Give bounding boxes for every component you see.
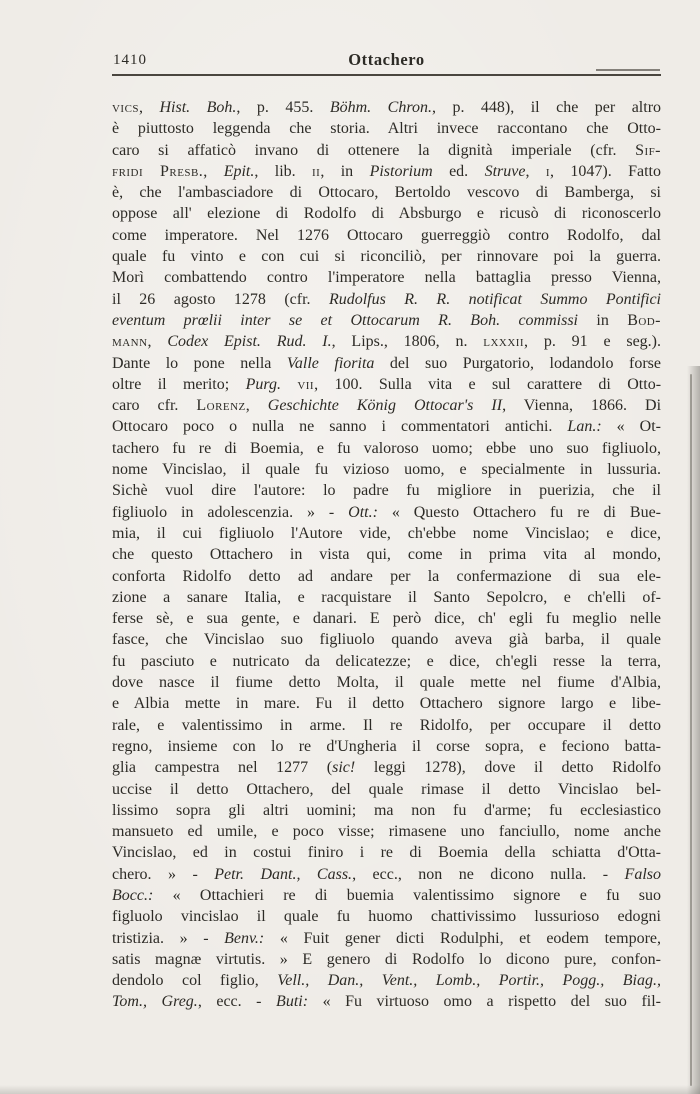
text-line <box>112 651 661 672</box>
text-line <box>112 821 661 842</box>
text-line <box>112 182 661 203</box>
text-segment: mia, il cui figliuolo l'Autore vide, ch'ebbe nome Vincislao; e dice, <box>112 524 661 542</box>
text-line <box>112 885 661 906</box>
text-segment: rale, e valentissimo in arme. Il re Ridolfo, per occupare il detto <box>112 716 661 734</box>
text-segment: oltre il merito; <box>112 375 246 393</box>
page-edge-line <box>690 374 692 1086</box>
text-segment: vii <box>297 375 315 393</box>
text-segment: Dante lo pone nella <box>112 354 287 372</box>
text-segment: il 26 agosto 1278 (cfr. <box>112 290 329 308</box>
text-line <box>112 416 661 437</box>
running-title: Ottachero <box>348 50 425 69</box>
text-segment: , in <box>320 162 370 180</box>
text-segment: Vell., Dan., Vent., Lomb., Portir., Pogg., Biag., <box>277 972 661 990</box>
text-segment: Rudolfus R. R. notificat Summo Pontifici <box>328 290 661 308</box>
text-segment <box>281 376 297 393</box>
text-segment: uccise il detto Ottachero, del quale rimase il detto Vincislao bel- <box>112 780 661 798</box>
text-segment: , <box>203 162 224 180</box>
text-segment: Ott.: <box>348 503 378 521</box>
text-line <box>112 374 661 395</box>
text-line <box>112 395 661 416</box>
text-line <box>112 949 661 970</box>
text-segment: conforta Ridolfo detto ad andare per la confermazione di sua ele- <box>112 567 661 585</box>
text-segment: Sif- <box>635 141 661 159</box>
text-segment: , lib. <box>254 162 313 180</box>
text-line <box>112 736 661 757</box>
text-line <box>112 161 661 182</box>
text-segment: figliuolo in adolescenzia. » - <box>112 503 349 521</box>
text-line <box>112 140 661 161</box>
text-line <box>112 970 661 991</box>
text-segment: zione a sanare Italia, e racquistare il Santo Sepolcro, e ch'elli of- <box>112 588 661 606</box>
text-segment: del suo Purgatorio, lodandolo forse <box>374 354 662 372</box>
text-segment: Ottocaro poco o nulla ne sanno i commentatori antichi. <box>112 418 568 436</box>
text-segment: Codex Epist. Rud. I. <box>167 333 332 351</box>
text-line <box>112 331 661 352</box>
text-line <box>112 438 661 459</box>
text-segment: leggi 1278), dove il detto Ridolfo <box>355 759 661 777</box>
text-line <box>112 672 661 693</box>
text-segment: ii <box>312 162 321 180</box>
text-line <box>112 310 661 331</box>
text-line <box>112 842 661 863</box>
text-segment: Buti: <box>276 993 309 1011</box>
text-segment: in <box>578 311 628 329</box>
text-segment: ferse sè, e sua gente, e danari. E però dice, ch' egli fu meglio nelle <box>112 610 661 628</box>
text-segment: « Ottachieri re di buemia valentissimo signore e fu suo <box>153 886 661 904</box>
body-text <box>112 97 661 1013</box>
text-line <box>112 289 661 310</box>
text-line <box>112 267 661 288</box>
text-segment: sic! <box>332 759 356 777</box>
text-segment: Sichè vuol dire l'autore: lo padre fu migliore in puerizia, che il <box>112 482 661 500</box>
text-segment: come imperatore. Nel 1276 Ottocaro guerreggiò contro Rodolfo, dal <box>112 226 661 244</box>
text-line <box>112 629 661 650</box>
text-segment: , <box>147 333 168 351</box>
text-line <box>112 991 661 1012</box>
text-segment: , Vienna, 1866. Di <box>502 397 662 415</box>
text-segment: Purg. <box>245 375 281 393</box>
text-line <box>112 97 661 118</box>
text-segment: figluolo vincislao il quale fu huomo chattivissimo lussurioso edogni <box>112 908 661 926</box>
text-line <box>112 502 661 523</box>
text-segment: , <box>245 397 268 415</box>
text-segment: dove nasce il fiume detto Molta, il quale mette nel fiume d'Albia, <box>112 674 661 692</box>
text-segment: lissimo sopra gli altri uomini; ma non fu d'arme; fu ecclesiastico <box>112 801 661 819</box>
text-segment: e Albia mette in mare. Fu il detto Ottachero signore largo e libe- <box>112 695 661 713</box>
text-line <box>112 800 661 821</box>
text-segment: dendolo col figlio, <box>112 972 278 990</box>
text-segment: , p. 91 e seg.). <box>524 333 662 351</box>
text-segment: Falso <box>624 865 661 883</box>
text-segment: fridi Presb. <box>112 162 204 180</box>
text-segment: oppose all' elezione di Rodolfo di Absburgo e ricusò di riconoscerlo <box>112 205 661 223</box>
text-segment: Pistorium <box>369 162 433 180</box>
text-line <box>112 566 661 587</box>
text-segment: , p. 455. <box>236 99 330 116</box>
text-line <box>112 906 661 927</box>
text-segment: caro cfr. <box>112 397 197 415</box>
text-segment: tachero fu re di Boemia, e fu valoroso uomo; ebbe uno suo figliuolo, <box>112 439 661 457</box>
text-segment: eventum prœlii inter se et Ottocarum R. Boh. commissi <box>112 311 578 329</box>
text-line <box>112 480 661 501</box>
text-segment: Tom., Greg. <box>112 993 198 1011</box>
text-segment: , <box>138 99 160 116</box>
header-rule-artifact <box>596 69 660 71</box>
text-segment: Bocc.: <box>112 886 154 904</box>
text-line <box>112 523 661 544</box>
text-line <box>112 928 661 949</box>
text-segment: mansueto ed umile, e poco visse; rimasene uno fanciullo, nome anche <box>112 823 661 841</box>
text-line <box>112 353 661 374</box>
page-edge-shadow-right <box>687 366 700 1094</box>
text-line <box>112 246 661 267</box>
text-line <box>112 864 661 885</box>
text-segment: Valle fiorita <box>286 354 375 372</box>
text-segment: « Ot- <box>601 418 662 436</box>
text-segment: tristizia. » - <box>112 929 225 947</box>
text-segment: Lorenz <box>196 397 246 415</box>
text-segment: satis magnæ virtutis. » E genero di Rodolfo lo dicono pure, confon- <box>112 950 661 968</box>
text-segment: è, che l'ambasciadore di Ottocaro, Bertoldo vescovo di Bamberga, si <box>112 184 661 202</box>
text-segment: Hist. Boh. <box>159 99 237 116</box>
text-segment: Benv.: <box>224 929 265 947</box>
text-segment: Lan.: <box>567 418 602 436</box>
text-segment: regno, insieme con lo re d'Ungheria il corse sopra, e feciono batta- <box>112 737 661 755</box>
text-line <box>112 779 661 800</box>
text-segment: nome Vincislao, il quale fu vizioso uomo, e specialmente in lussuria. <box>112 461 661 479</box>
text-segment: , ecc., non ne dicono nulla. - <box>352 865 625 883</box>
text-line <box>112 587 661 608</box>
page-edge-shadow-bottom <box>0 1085 700 1094</box>
text-segment: Vincislao, ed in costui finiro i re di Boemia della schiatta d'Otta- <box>112 844 661 862</box>
text-segment: è piuttosto leggenda che storia. Altri invece raccontano che Otto- <box>112 120 661 138</box>
text-segment: Bod- <box>627 311 661 329</box>
text-line <box>112 757 661 778</box>
text-segment: i <box>545 162 550 180</box>
text-line <box>112 459 661 480</box>
text-line <box>112 544 661 565</box>
text-segment: , ecc. - <box>197 993 277 1011</box>
text-segment: Petr. Dant., Cass. <box>214 865 353 883</box>
text-segment: glia campestra nel 1277 ( <box>112 759 333 777</box>
text-segment: Struve <box>484 162 526 180</box>
text-segment: vics <box>112 99 139 116</box>
text-segment: lxxxii <box>483 333 525 351</box>
text-segment: , 100. Sulla vita e sul carattere di Otto- <box>314 375 662 393</box>
text-line <box>112 203 661 224</box>
text-segment: Epit. <box>223 162 255 180</box>
text-segment: fasce, che Vincislao suo figliuolo quando aveva già barba, il quale <box>112 631 661 649</box>
text-segment: chero. » - <box>112 865 215 883</box>
text-segment: , Lips., 1806, n. <box>331 333 484 351</box>
text-segment: « Fu virtuoso omo a rispetto del suo fil- <box>308 993 662 1011</box>
text-segment: , 1047). Fatto <box>550 162 661 180</box>
text-line <box>112 608 661 629</box>
text-segment: Geschichte König Ottocar's II <box>267 397 503 415</box>
page-number: 1410 <box>113 52 147 68</box>
text-line <box>112 118 661 139</box>
text-line <box>112 693 661 714</box>
text-segment: quale fu vinto e con cui si riconciliò, per rinnovare poi la guerra. <box>112 248 661 266</box>
text-segment: mann <box>112 333 148 351</box>
text-segment: , p. 448), il che per altro <box>431 99 662 116</box>
text-segment: Böhm. Chron. <box>329 99 432 116</box>
text-segment: ed. <box>432 162 485 180</box>
header-rule <box>112 74 661 76</box>
text-segment: che questo Ottachero in vista qui, come in prima vita al mondo, <box>112 546 661 564</box>
text-segment: fu pasciuto e nutricato da delicatezze; e dice, ch'egli resse la terra, <box>112 652 661 670</box>
text-line <box>112 225 661 246</box>
text-segment: « Fuit gener dicti Rodulphi, et eodem tempore, <box>264 929 662 947</box>
text-segment: « Questo Ottachero fu re di Bue- <box>377 503 662 521</box>
text-segment: Morì combattendo contro l'imperatore nella battaglia presso Vienna, <box>112 269 661 287</box>
text-segment: , <box>525 162 546 180</box>
text-segment: caro si affaticò invano di ottenere la dignità imperiale (cfr. <box>112 141 636 159</box>
text-line <box>112 715 661 736</box>
